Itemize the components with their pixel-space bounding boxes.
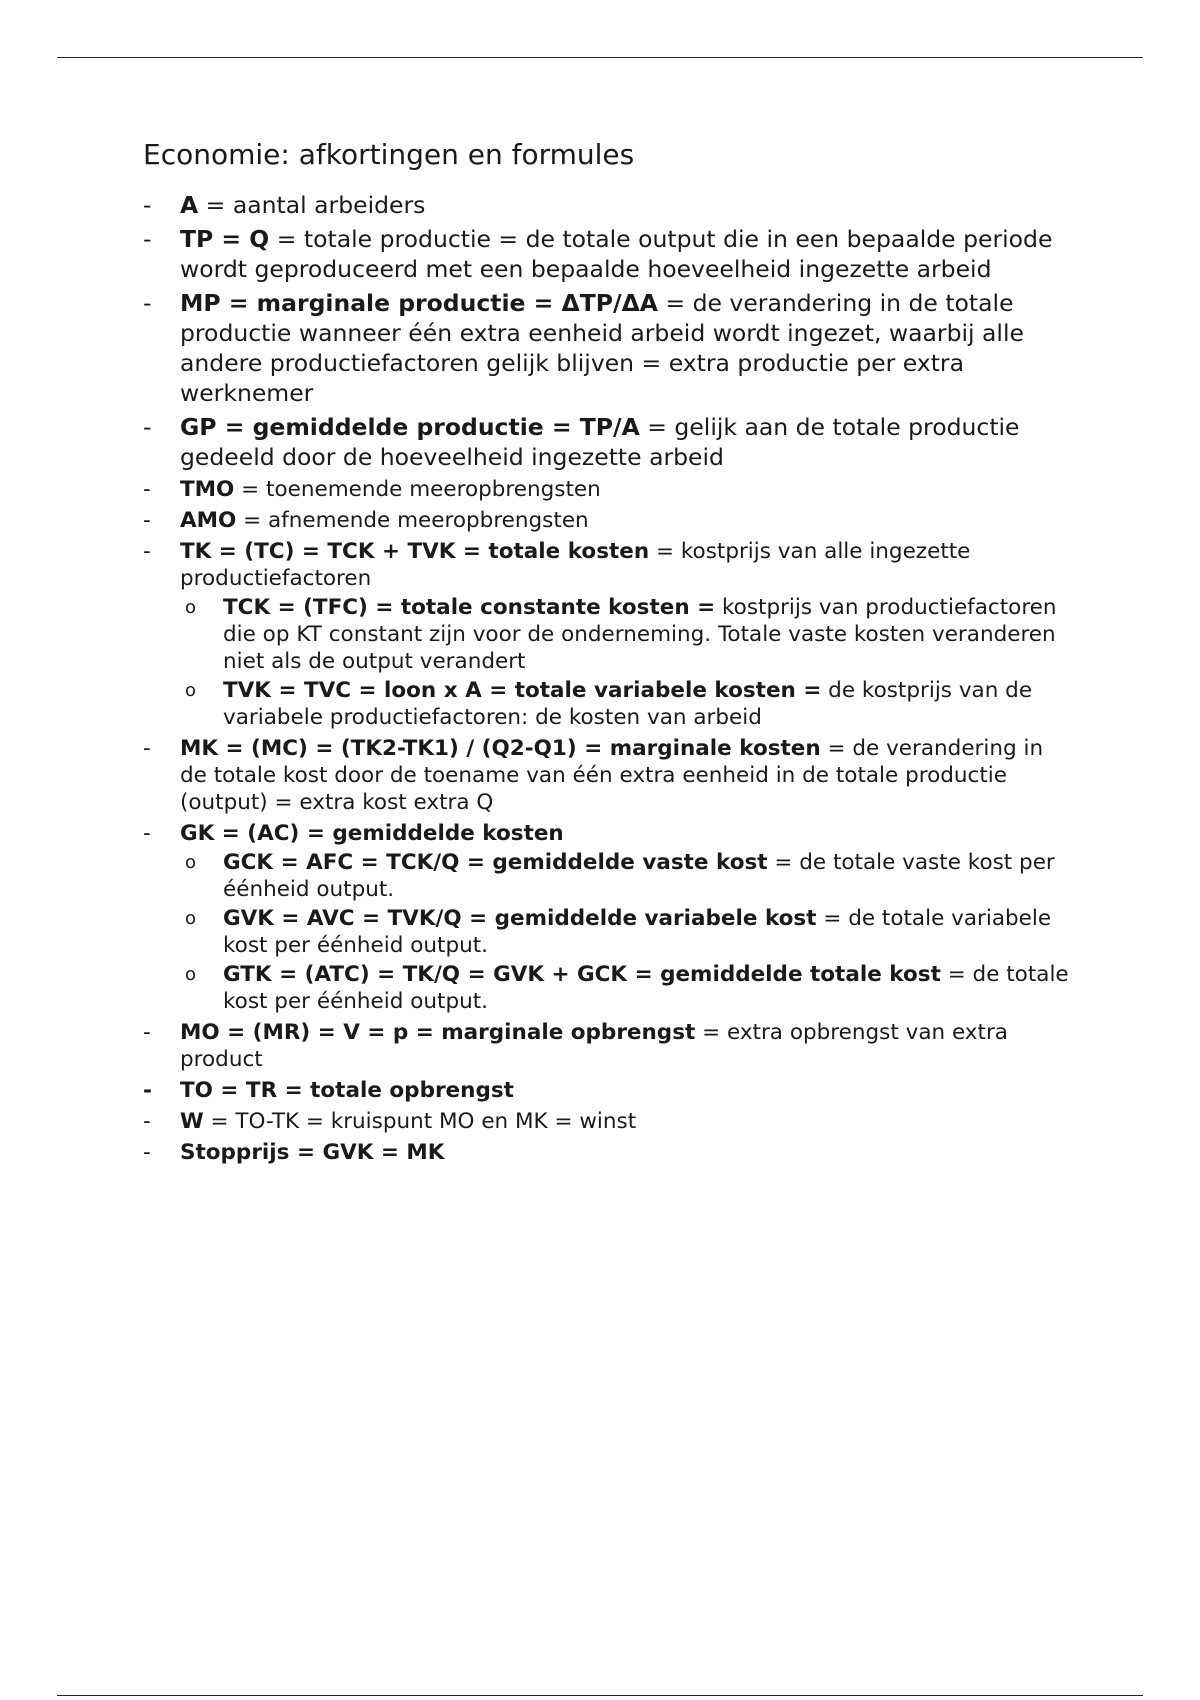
sub-item-gck — [180, 849, 1073, 903]
list-item-tp — [143, 224, 1073, 284]
term: MO = (MR) = V = p = marginale opbrengst — [180, 1019, 696, 1045]
list-item-to — [143, 1077, 1073, 1104]
definition: = aantal arbeiders — [198, 190, 426, 219]
definition: = extra opbrengst van extra product — [180, 1019, 1008, 1072]
dash-bullet: - — [143, 538, 151, 564]
circle-bullet: o — [185, 679, 197, 701]
definition: = de verandering in de totale productie wanneer één extra eenheid arbeid wordt ingezet, waarbij alle andere productiefactoren gelijk blijven = extra productie per extra werknemer — [180, 288, 1024, 407]
dash-bullet: - — [143, 476, 151, 502]
list-item-tmo — [143, 476, 1073, 503]
term: TO = TR = totale opbrengst — [180, 1077, 514, 1103]
dash-bullet: - — [143, 507, 151, 533]
list-item-w — [143, 1108, 1073, 1135]
term: Stopprijs = GVK = MK — [180, 1139, 445, 1165]
circle-bullet: o — [185, 907, 197, 929]
sub-list — [180, 849, 1073, 1015]
list-item-mp — [143, 288, 1073, 408]
dash-bullet: - — [143, 412, 152, 441]
list-item-amo — [143, 507, 1073, 534]
definition: = gelijk aan de totale productie gedeeld door de hoeveelheid ingezette arbeid — [180, 412, 1020, 471]
list-item-a — [143, 190, 1073, 220]
sub-item-tck — [180, 594, 1073, 675]
document-body — [143, 138, 1073, 1170]
header-rule — [57, 57, 1143, 58]
term: TK = (TC) = TCK + TVK = totale kosten — [180, 538, 650, 564]
list-item-gp — [143, 412, 1073, 472]
circle-bullet: o — [185, 851, 197, 873]
dash-bullet: - — [143, 288, 152, 317]
sub-item-gvk — [180, 905, 1073, 959]
term: TP = Q — [180, 224, 270, 253]
term: GK = (AC) = gemiddelde kosten — [180, 820, 564, 846]
term: W — [180, 1108, 204, 1134]
dash-bullet: - — [143, 190, 152, 219]
term: GVK = AVC = TVK/Q = gemiddelde variabele kost — [223, 905, 817, 931]
list-item-mk — [143, 735, 1073, 816]
sub-list — [180, 594, 1073, 731]
term: TVK = TVC = loon x A = totale variabele kosten = — [223, 677, 822, 703]
term: AMO — [180, 507, 237, 533]
definition-list — [143, 190, 1073, 1166]
definition: = de verandering in de totale kost door de toename van één extra eenheid in de totale productie (output) = extra kost extra Q — [180, 735, 1044, 815]
term: MP = marginale productie = ΔTP/ΔA — [180, 288, 658, 317]
footer-rule — [57, 1695, 1143, 1696]
circle-bullet: o — [185, 596, 197, 618]
page-title: Economie: afkortingen en formules — [143, 138, 635, 171]
definition: = de totale variabele kost per éénheid output. — [223, 905, 1052, 958]
sub-item-tvk — [180, 677, 1073, 731]
definition: = TO-TK = kruispunt MO en MK = winst — [203, 1108, 637, 1134]
sub-item-gtk — [180, 961, 1073, 1015]
term: GCK = AFC = TCK/Q = gemiddelde vaste kost — [223, 849, 768, 875]
dash-bullet: - — [143, 820, 151, 846]
list-item-gk — [143, 820, 1073, 1015]
definition: = totale productie = de totale output die in een bepaalde periode wordt geproduceerd met een bepaalde hoeveelheid ingezette arbeid — [180, 224, 1053, 283]
dash-bullet: - — [143, 224, 152, 253]
term: GTK = (ATC) = TK/Q = GVK + GCK = gemiddelde totale kost — [223, 961, 941, 987]
term: A — [180, 190, 199, 219]
term: TMO — [180, 476, 235, 502]
definition: = de totale kost per éénheid output. — [223, 961, 1069, 1014]
list-item-tk — [143, 538, 1073, 731]
dash-bullet: - — [143, 1139, 151, 1165]
dash-bullet: - — [143, 735, 151, 761]
dash-bullet: - — [143, 1019, 151, 1045]
definition: = toenemende meeropbrengsten — [234, 476, 601, 502]
term: TCK = (TFC) = totale constante kosten = — [223, 594, 716, 620]
definition: = afnemende meeropbrengsten — [236, 507, 589, 533]
definition: = kostprijs van alle ingezette productiefactoren — [180, 538, 971, 591]
dash-bullet: - — [143, 1108, 151, 1134]
list-item-stopprijs — [143, 1139, 1073, 1166]
term: MK = (MC) = (TK2-TK1) / (Q2-Q1) = marginale kosten — [180, 735, 821, 761]
circle-bullet: o — [185, 963, 197, 985]
definition: de kostprijs van de variabele productiefactoren: de kosten van arbeid — [223, 677, 1033, 730]
definition: kostprijs van productiefactoren die op KT constant zijn voor de onderneming. Totale vaste kosten veranderen niet als de output verandert — [223, 594, 1057, 674]
list-item-mo — [143, 1019, 1073, 1073]
term: GP = gemiddelde productie = TP/A — [180, 412, 640, 441]
definition: = de totale vaste kost per éénheid output. — [223, 849, 1055, 902]
dash-bullet: - — [143, 1077, 152, 1103]
